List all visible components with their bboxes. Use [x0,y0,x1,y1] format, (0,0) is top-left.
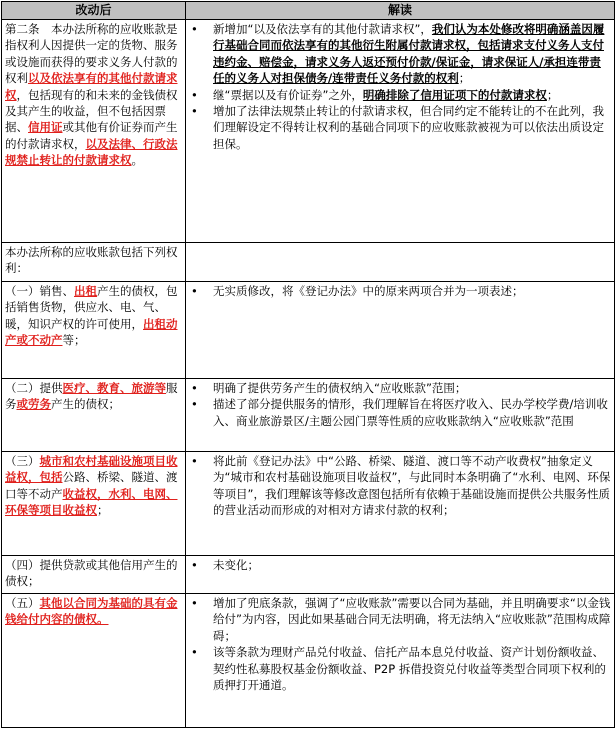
bullet-icon: • [191,22,198,36]
highlighted-text: 医疗、教育、旅游等 [62,381,166,395]
highlighted-text: 或劳务 [16,397,51,412]
bullet-icon: • [191,454,198,468]
table-row [2,20,615,243]
text-segment: 该等条款为理财产品兑付收益、信托产品本息兑付收益、资产计划份额收益、契约性私募股权基金份额收益、P2P 拆借投资兑付收益等类型合同项下权利的质押打开通道。 [213,645,606,693]
table-row [2,556,615,594]
bullet-item [189,396,611,429]
bullet-list [189,283,611,299]
highlighted-text: 以及法律、行政法规禁止转让的付款请求权 [5,136,178,168]
bullet-icon: • [191,87,198,102]
text-segment: ； [97,503,109,518]
text-segment: 描述了部分提供服务的情形，我们理解旨在将医疗收入、民办学校学费/培训收入、商业旅游景区/主题公园门票等性质的应收账款纳入“应收账款”范围 [213,397,608,428]
text-segment: 产生的债权； [51,397,120,412]
interpretation-cell [186,243,615,282]
bullet-icon: • [191,381,198,395]
amended-text-cell [2,20,186,243]
bullet-item [189,380,611,396]
header-after-change: 改动后 [2,2,186,20]
bullet-list [189,380,611,429]
highlighted-text: 城市和农村基础设施项目收益权，包括 [5,454,178,485]
bullet-item [189,283,611,299]
highlighted-text: 出租 [74,284,97,298]
text-segment: 新增加“以及依法享有的其他付款请求权”， [213,22,432,36]
bullet-icon: • [191,558,198,572]
bullet-item [189,87,611,103]
table-row [2,452,615,556]
interpretation-cell [186,556,615,594]
text-segment: 增加了兜底条款，强调了“应收账款”需要以合同为基础，并且明确要求“以金钱给付”为内容，因此如果基础合同无法明确，将无法纳入“应收账款”范围构成障碍； [213,596,611,643]
table-row [2,379,615,452]
text-segment: ，包括现有的和未来的金钱债权及其产生的收益，但不包括因票据、 [5,87,178,135]
highlighted-text: 信用证 [28,120,63,135]
text-segment: 继“票据以及有价证券”之外， [213,87,363,102]
bullet-icon: • [191,104,198,119]
header-interpretation: 解读 [186,2,615,20]
interpretation-cell [186,452,615,556]
text-segment: 本办法所称的应收账款包括下列权利： [5,245,178,276]
amended-text-cell [2,556,186,594]
bullet-list [189,595,611,693]
text-segment: 未变化； [213,558,259,572]
emphasis-text: 我们认为本处修改将明确涵盖因履行基础合同而依法享有的其他衍生附属付款请求权，包括请求支付义务人支付违约金、赔偿金，请求义务人返还预付价款/保证金，请求保证人/承担连带责任的义务人对担保债务/连带责任义务付款的权利 [213,22,605,86]
bullet-item [189,21,611,87]
bullet-icon: • [191,284,198,298]
text-segment: （一）销售、 [5,284,74,298]
bullet-list [189,453,611,519]
text-segment: 增加了法律法规禁止转让的付款请求权，但合同约定不能转让的不在此列，我们理解设定不得转让权利的基础合同项下的应收账款被视为可以依法出质设定担保。 [213,104,604,151]
text-segment: （二）提供 [5,381,63,395]
table-row [2,282,615,379]
interpretation-cell [186,379,615,452]
text-segment: ； [458,71,471,86]
highlighted-text: 出租动产或不动产 [5,316,178,348]
interpretation-cell [186,282,615,379]
text-segment: ； [546,87,559,102]
bullet-icon: • [191,645,198,660]
text-segment: 明确了提供劳务产生的债权纳入“应收账款”范围； [213,381,467,395]
bullet-item [189,595,611,644]
text-segment: （五） [5,596,40,610]
comparison-table [1,1,615,728]
highlighted-text: 其他以合同为基础的具有金钱给付内容的债权。 [5,596,178,627]
highlighted-text: 收益权，水利、电网、环保等项目收益权 [5,486,178,518]
bullet-item [189,103,611,152]
text-segment: 。 [131,153,143,168]
interpretation-cell [186,20,615,243]
amended-text-cell [2,594,186,728]
text-segment: 公路、桥梁、隧道、渡口等不动产 [5,470,178,501]
emphasis-text: 明确排除了信用证项下的付款请求权 [362,87,547,102]
highlighted-text: 以及依法享有的其他付款请求权 [5,71,178,102]
text-segment: 或其他有价证券而产生的付款请求权， [5,120,178,151]
amended-text-cell [2,282,186,379]
text-segment: 等； [62,333,86,348]
text-segment: （三） [5,454,40,468]
text-segment: 第二条 本办法所称的应收账款是指权利人因提供一定的货物、服务或设施而获得的要求义务人付款的权利 [5,22,178,86]
amended-text-cell [2,243,186,282]
bullet-icon: • [191,397,198,412]
bullet-icon: • [191,596,198,610]
bullet-list [189,21,611,152]
text-segment: 无实质修改，将《登记办法》中的原来两项合并为一项表述； [213,284,524,298]
text-segment: 服务 [5,381,178,412]
bullet-item [189,557,611,573]
text-segment: 将此前《登记办法》中“公路、桥梁、隧道、渡口等不动产收费权”抽象定义为“城市和农村基础设施项目收益权”，与此同时本条明确了“水利、电网、环保等项目”，我们理解该等修改意图包括所有依赖于基础设施而提供公共服务性质的营业活动而形成的对相对方请求付款的权利； [213,454,611,518]
bullet-list [189,557,611,573]
bullet-item [189,453,611,519]
bullet-item [189,644,611,693]
text-segment: 产生的债权，包括销售货物，供应水、电、气、暖，知识产权的许可使用， [5,284,178,331]
amended-text-cell [2,379,186,452]
text-segment: （四）提供贷款或其他信用产生的债权； [5,558,178,589]
table-row [2,594,615,728]
amended-text-cell [2,452,186,556]
table-header-row [2,2,615,20]
interpretation-cell [186,594,615,728]
table-row [2,243,615,282]
